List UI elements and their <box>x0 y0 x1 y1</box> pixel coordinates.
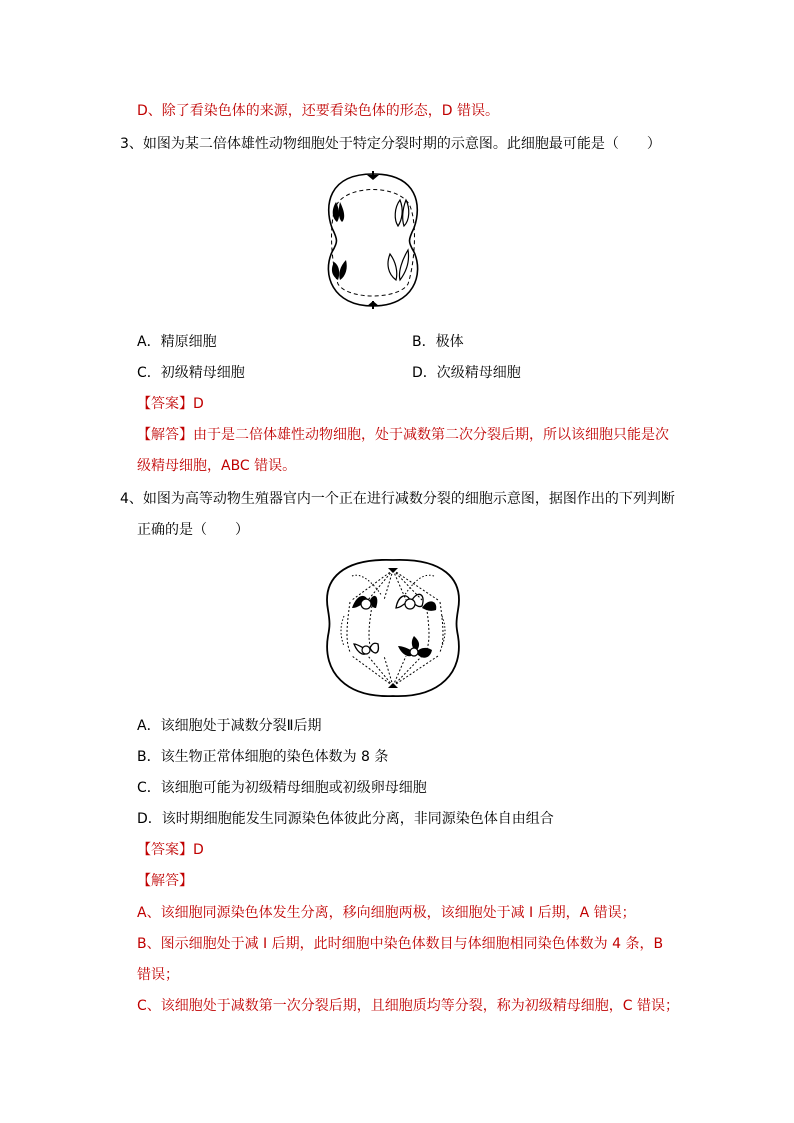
q4-answer <box>137 840 204 860</box>
q4-explanation-c: C、该细胞处于减数第一次分裂后期，且细胞质均等分裂，称为初级精母细胞，C 错误； <box>137 998 679 1014</box>
q4-option-d: D．该时期细胞能发生同源染色体彼此分离，非同源染色体自由组合 <box>137 811 554 827</box>
q3-option-c: C．初级精母细胞 <box>137 365 245 381</box>
q3-answer-tag: 【答案】 <box>137 396 193 412</box>
question-3-stem: 3、如图为某二倍体雄性动物细胞处于特定分裂时期的示意图。此细胞最可能是（ ） <box>120 136 661 152</box>
q4-explain-tag: 【解答】 <box>137 873 193 889</box>
prev-answer-d: D、除了看染色体的来源，还要看染色体的形态，D 错误。 <box>137 103 500 119</box>
q3-explanation-line2: 级精母细胞，ABC 错误。 <box>137 458 297 474</box>
q3-explanation-line1 <box>137 425 669 445</box>
q4-explanation-a: A、该细胞同源染色体发生分离，移向细胞两极，该细胞处于减 I 后期，A 错误； <box>137 905 636 921</box>
q4-option-b: B．该生物正常体细胞的染色体数为 8 条 <box>137 749 389 765</box>
q4-option-a: A．该细胞处于减数分裂Ⅱ后期 <box>137 718 322 734</box>
q4-option-c: C．该细胞可能为初级精母细胞或初级卵母细胞 <box>137 780 427 796</box>
q3-option-a: A．精原细胞 <box>137 334 217 350</box>
q3-option-b: B．极体 <box>412 334 464 350</box>
question-4-stem-line1: 4、如图为高等动物生殖器官内一个正在进行减数分裂的细胞示意图，据图作出的下列判断 <box>120 491 675 507</box>
q4-explanation-b-line2: 错误； <box>137 967 179 983</box>
q4-answer-tag: 【答案】 <box>137 842 193 858</box>
q4-cell-diagram <box>322 556 464 700</box>
q3-answer <box>137 394 204 414</box>
question-4-stem-line2: 正确的是（ ） <box>137 522 249 538</box>
q3-option-d: D．次级精母细胞 <box>412 365 521 381</box>
q3-explain-tag: 【解答】 <box>137 427 193 443</box>
q4-explanation-b-line1: B、图示细胞处于减 I 后期，此时细胞中染色体数目与体细胞相同染色体数为 4 条，B <box>137 936 664 952</box>
q3-answer-value: D <box>193 396 204 412</box>
q3-cell-diagram <box>318 166 428 314</box>
q4-answer-value: D <box>193 842 204 858</box>
q3-explain-text1: 由于是二倍体雄性动物细胞，处于减数第二次分裂后期，所以该细胞只能是次 <box>193 427 669 443</box>
